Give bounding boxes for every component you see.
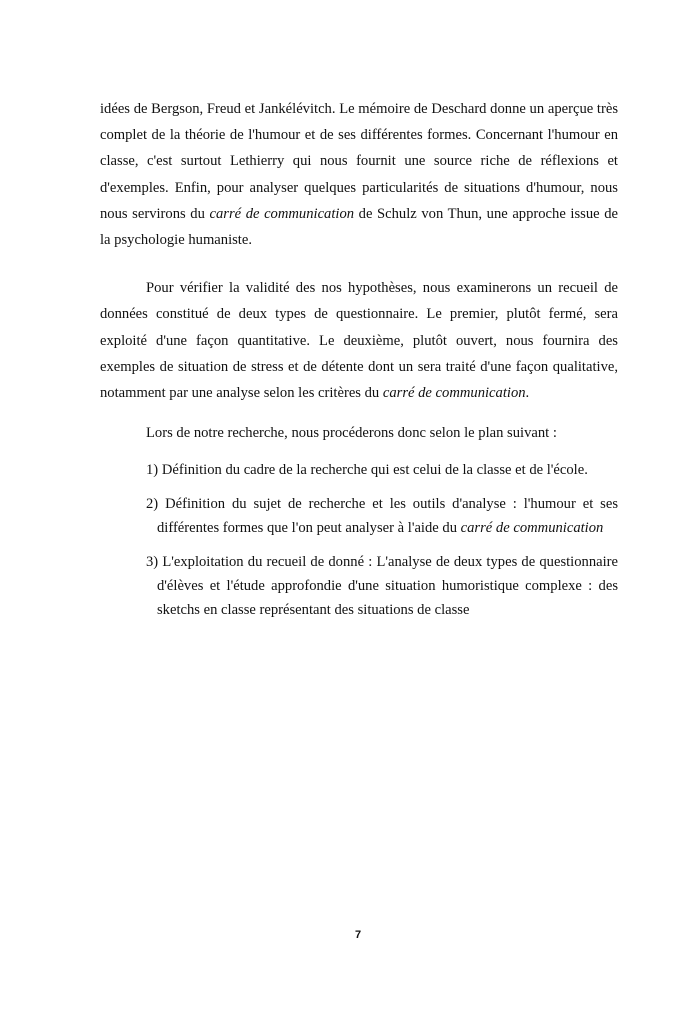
plan-intro: Lors de notre recherche, nous procéderons donc selon le plan suivant : [146,425,557,442]
plan-item [146,492,618,540]
page-number: 7 [354,929,362,941]
italic-term: carré de communication [209,205,355,222]
plan-item-number: 2) [146,496,166,513]
paragraph-text: Pour vérifier la validité des nos hypothèses, nous examinerons un recueil de données constitué de deux types de questionnaire. Le premier, plutôt fermé, sera exploité d'une façon quantitative. Le deuxième, plutôt ouvert, nous fournira des exemples de situation de stress et de détente dont un sera traité d'une façon qualitative, notamment par une analyse selon les critères du [100,280,618,402]
plan-item-text: L'exploitation du recueil de donné : L'analyse de deux types de questionnaire d'élèves et l'étude approfondie d'une situation humoristique complexe : des sketchs en classe représentant des situations de classe [157,554,618,619]
plan-item-number: 3) [146,554,163,571]
paragraph-sources [100,96,618,253]
paragraph-methodology [100,275,618,406]
plan-list [100,458,618,622]
plan-item-text: Définition du sujet de recherche et les outils d'analyse : l'humour et ses différentes formes que l'on peut analyser à l'aide du [157,496,618,537]
paragraph-text: idées de Bergson, Freud et Jankélévitch. Le mémoire de Deschard donne un aperçue très complet de la théorie de l'humour et de ses différentes formes. Concernant l'humour en classe, c'est surtout Lethierry qui nous fournit une source riche de réflexions et d'exemples. Enfin, pour analyser quelques particularités de situations d'humour, nous nous servirons du [100,101,618,222]
plan-item-number: 1) [146,462,162,479]
italic-term: carré de communication [382,385,526,402]
paragraph-text: . [525,385,530,402]
italic-term: carré de communication [460,520,604,537]
page-body [100,96,618,632]
plan-item [146,458,618,482]
plan-item-text: Définition du cadre de la recherche qui est celui de la classe et de l'école. [161,462,588,479]
plan-item [146,550,618,622]
paragraph-text: de Schulz von Thun, une approche issue de la psychologie humaniste. [100,205,618,249]
